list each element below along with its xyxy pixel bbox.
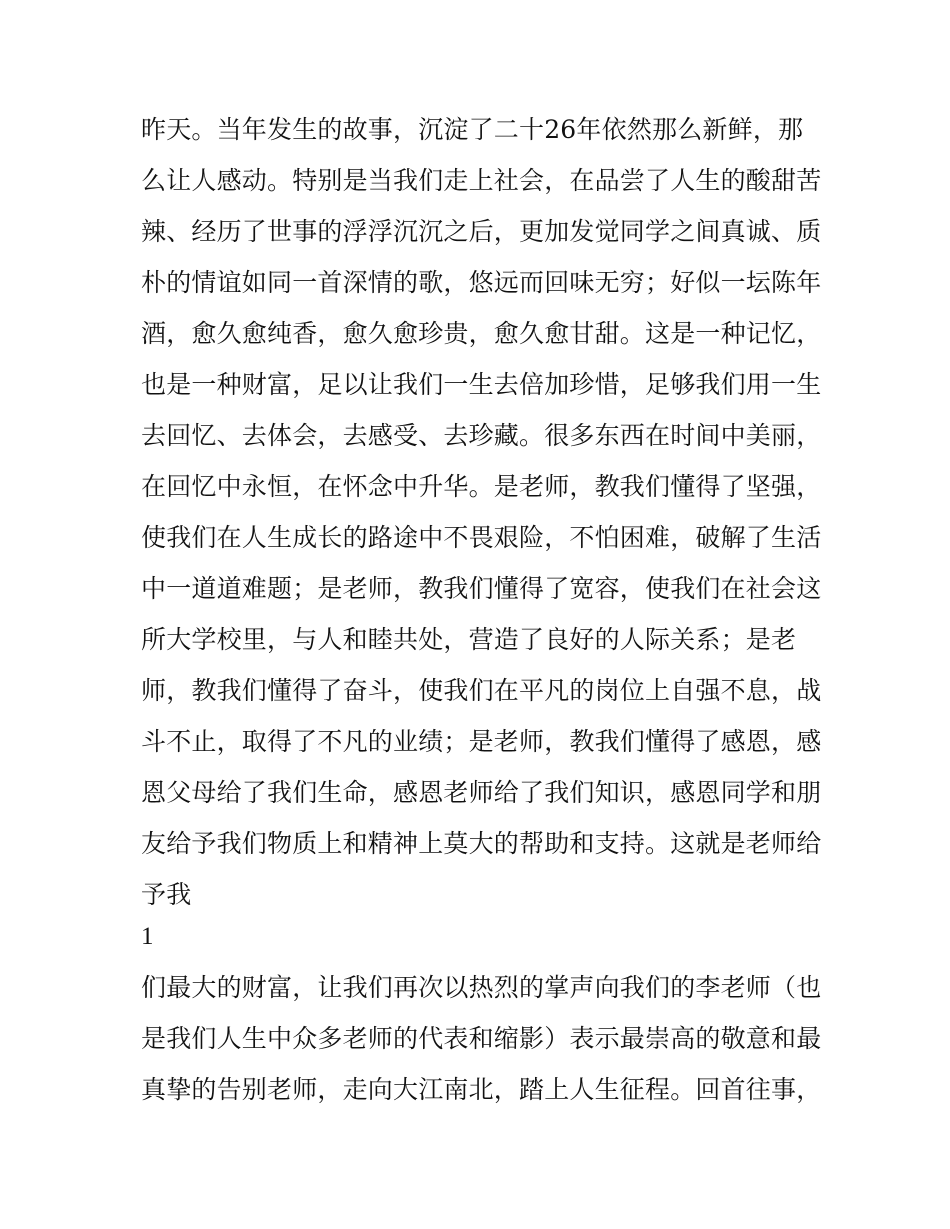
text-line: 也是一种财富，足以让我们一生去倍加珍惜，足够我们用一生 (141, 370, 822, 399)
paragraph-block-upper (141, 104, 821, 920)
text-line: 朴的情谊如同一首深情的歌，悠远而回味无穷；好似一坛陈年 (141, 268, 822, 297)
text-line: 中一道道难题；是老师，教我们懂得了宽容，使我们在社会这 (141, 574, 822, 603)
text-line: 么让人感动。特别是当我们走上社会，在品尝了人生的酸甜苦 (141, 166, 822, 195)
page-number: 1 (141, 923, 154, 950)
text-line: 酒，愈久愈纯香，愈久愈珍贵，愈久愈甘甜。这是一种记忆， (141, 319, 822, 348)
text-line: 是我们人生中众多老师的代表和缩影）表示最崇高的敬意和最 (141, 1024, 822, 1053)
text-line: 使我们在人生成长的路途中不畏艰险，不怕困难，破解了生活 (141, 523, 822, 552)
text-line: 在回忆中永恒，在怀念中升华。是老师，教我们懂得了坚强， (141, 472, 822, 501)
text-line: 予我 (141, 880, 192, 909)
text-line: 们最大的财富，让我们再次以热烈的掌声向我们的李老师（也 (141, 973, 822, 1002)
text-line: 斗不止，取得了不凡的业绩；是老师，教我们懂得了感恩，感 (141, 727, 822, 756)
text-line: 辣、经历了世事的浮浮沉沉之后，更加发觉同学之间真诚、质 (141, 217, 822, 246)
text-line: 昨天。当年发生的故事，沉淀了二十26年依然那么新鲜，那 (141, 115, 804, 144)
paragraph-block-lower (141, 962, 821, 1115)
text-line: 恩父母给了我们生命，感恩老师给了我们知识，感恩同学和朋 (141, 778, 822, 807)
text-line: 师，教我们懂得了奋斗，使我们在平凡的岗位上自强不息，战 (141, 676, 822, 705)
text-line: 去回忆、去体会，去感受、去珍藏。很多东西在时间中美丽， (141, 421, 822, 450)
text-line: 友给予我们物质上和精神上莫大的帮助和支持。这就是老师给 (141, 829, 822, 858)
text-line: 所大学校里，与人和睦共处，营造了良好的人际关系；是老 (141, 625, 797, 654)
text-line: 真挚的告别老师，走向大江南北，踏上人生征程。回首往事， (141, 1075, 822, 1104)
